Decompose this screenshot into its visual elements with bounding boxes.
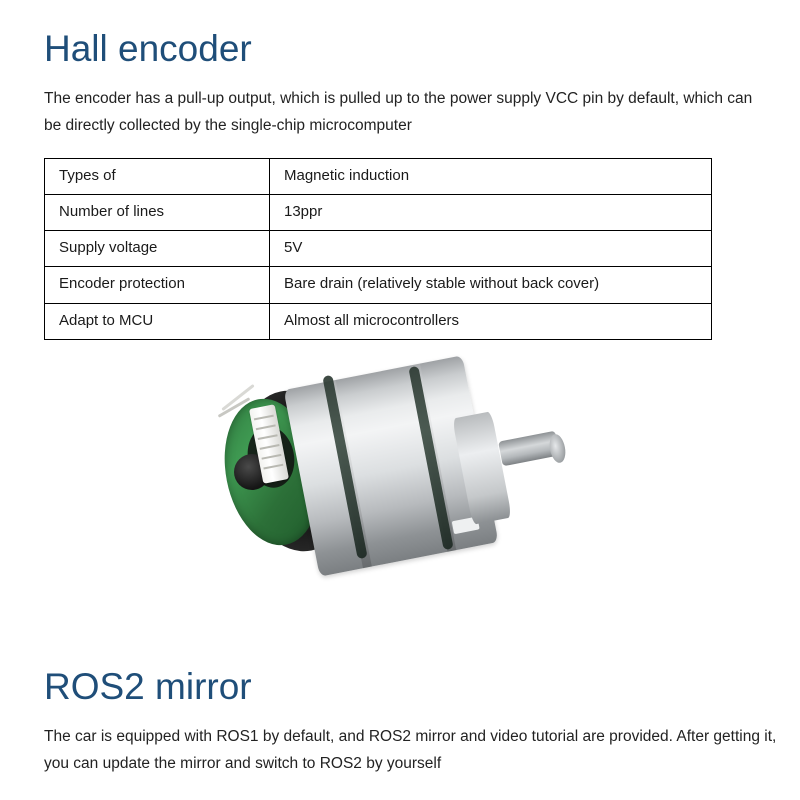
gear-motor-illustration	[212, 362, 632, 612]
spec-key: Adapt to MCU	[45, 303, 270, 339]
page-title-hall-encoder: Hall encoder	[44, 28, 252, 69]
table-row	[45, 231, 712, 267]
spec-value: Almost all microcontrollers	[270, 303, 712, 339]
spec-value: Magnetic induction	[270, 158, 712, 194]
table-row	[45, 194, 712, 230]
ros2-section	[44, 666, 784, 778]
page-title-ros2-mirror: ROS2 mirror	[44, 666, 252, 708]
spec-value: 5V	[270, 231, 712, 267]
spec-key: Supply voltage	[45, 231, 270, 267]
spec-key: Number of lines	[45, 194, 270, 230]
product-figure	[44, 356, 756, 624]
hall-encoder-spec-table	[44, 158, 712, 340]
table-row	[45, 158, 712, 194]
table-row	[45, 303, 712, 339]
spec-value: Bare drain (relatively stable without back cover)	[270, 267, 712, 303]
spec-key: Encoder protection	[45, 267, 270, 303]
spec-value: 13ppr	[270, 194, 712, 230]
spec-table-body	[45, 158, 712, 339]
shaft-end-cap	[547, 433, 567, 464]
hall-encoder-description: The encoder has a pull-up output, which is pulled up to the power supply VCC pin by default, which can be directly collected by the single-chip microcomputer	[44, 89, 753, 135]
ros2-description: The car is equipped with ROS1 by default, and ROS2 mirror and video tutorial are provided. After getting it, you can update the mirror and switch to ROS2 by yourself	[44, 727, 777, 773]
table-row	[45, 267, 712, 303]
spec-key: Types of	[45, 158, 270, 194]
